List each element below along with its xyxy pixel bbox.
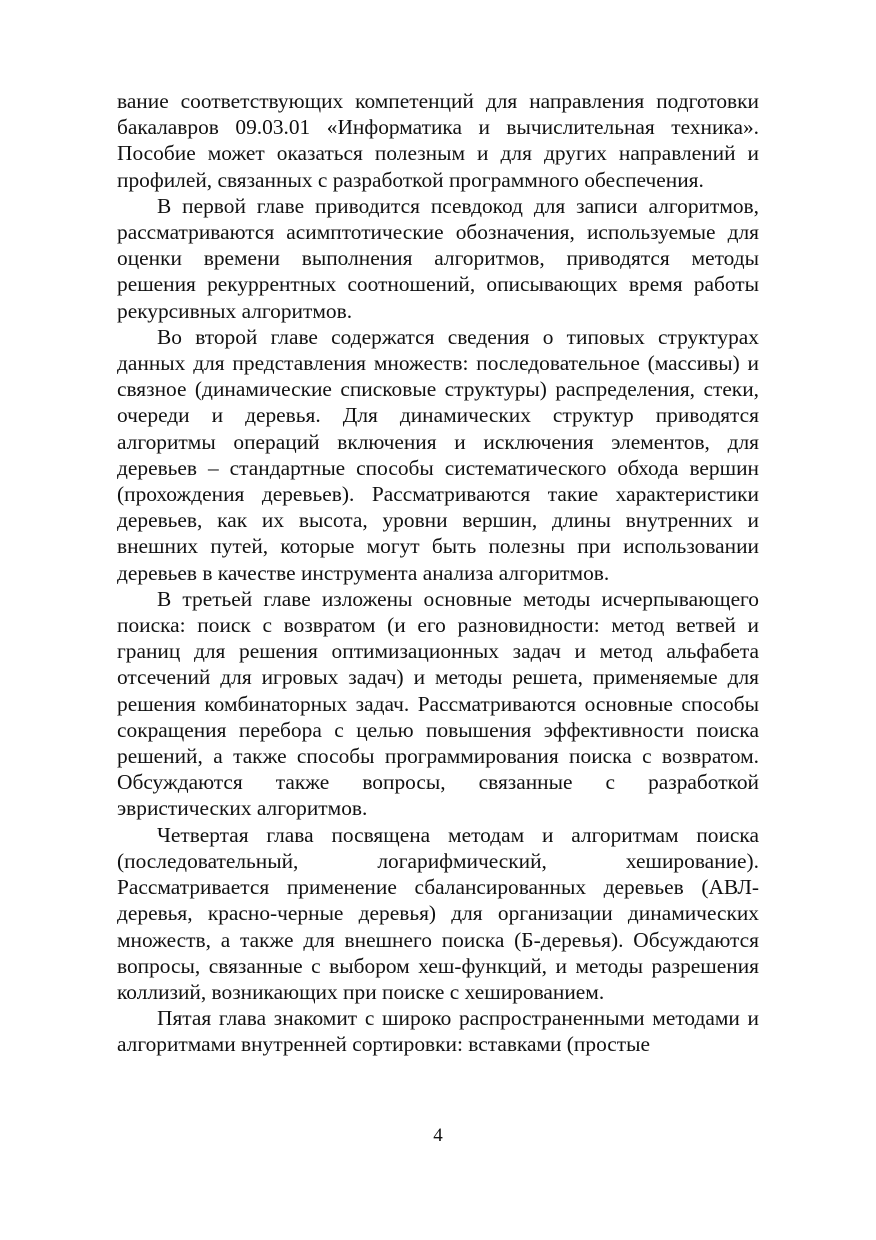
- paragraph-chapter-4: Четвертая глава посвящена методам и алгоритмам поиска (последовательный, логарифмический, хеширование). Рассматривается применение сбалансированных деревьев (АВЛ-деревья, красно-черные деревья) для организации динамических множеств, а также для внешнего поиска (Б-деревья). Обсуждаются вопросы, связанные с выбором хеш-функций, и методы разрешения коллизий, возникающих при поиске с хешированием.: [117, 822, 759, 1004]
- paragraph-chapter-1: В первой главе приводится псевдокод для записи алгоритмов, рассматриваются асимптотические обозначения, используемые для оценки времени выполнения алгоритмов, приводятся методы решения рекуррентных соотношений, описывающих время работы рекурсивных алгоритмов.: [117, 193, 759, 323]
- paragraph-intro-continuation: вание соответствующих компетенций для направления подготовки бакалавров 09.03.01 «Информатика и вычислительная техника». Пособие может оказаться полезным и для других направлений и профилей, связанных с разработкой программного обеспечения.: [117, 89, 759, 192]
- page-number: 4: [433, 1125, 443, 1146]
- paragraph-chapter-3: В третьей главе изложены основные методы исчерпывающего поиска: поиск с возвратом (и его разновидности: метод ветвей и границ для решения оптимизационных задач и метод альфабета отсечений для игровых задач) и методы решета, применяемые для решения комбинаторных задач. Рассматриваются основные способы сокращения перебора с целью повышения эффективности поиска решений, а также способы программирования поиска с возвратом. Обсуждаются также вопросы, связанные с разработкой эвристических алгоритмов.: [117, 586, 759, 821]
- paragraph-chapter-2: Во второй главе содержатся сведения о типовых структурах данных для представления множеств: последовательное (массивы) и связное (динамические списковые структуры) распределения, стеки, очереди и деревья. Для динамических структур приводятся алгоритмы операций включения и исключения элементов, для деревьев – стандартные способы систематического обхода вершин (прохождения деревьев). Рассматриваются такие характеристики деревьев, как их высота, уровни вершин, длины внутренних и внешних путей, которые могут быть полезны при использовании деревьев в качестве инструмента анализа алгоритмов.: [117, 324, 759, 585]
- body-text: [117, 88, 759, 1058]
- paragraph-chapter-5: Пятая глава знакомит с широко распространенными методами и алгоритмами внутренней сортировки: вставками (простые: [117, 1006, 759, 1057]
